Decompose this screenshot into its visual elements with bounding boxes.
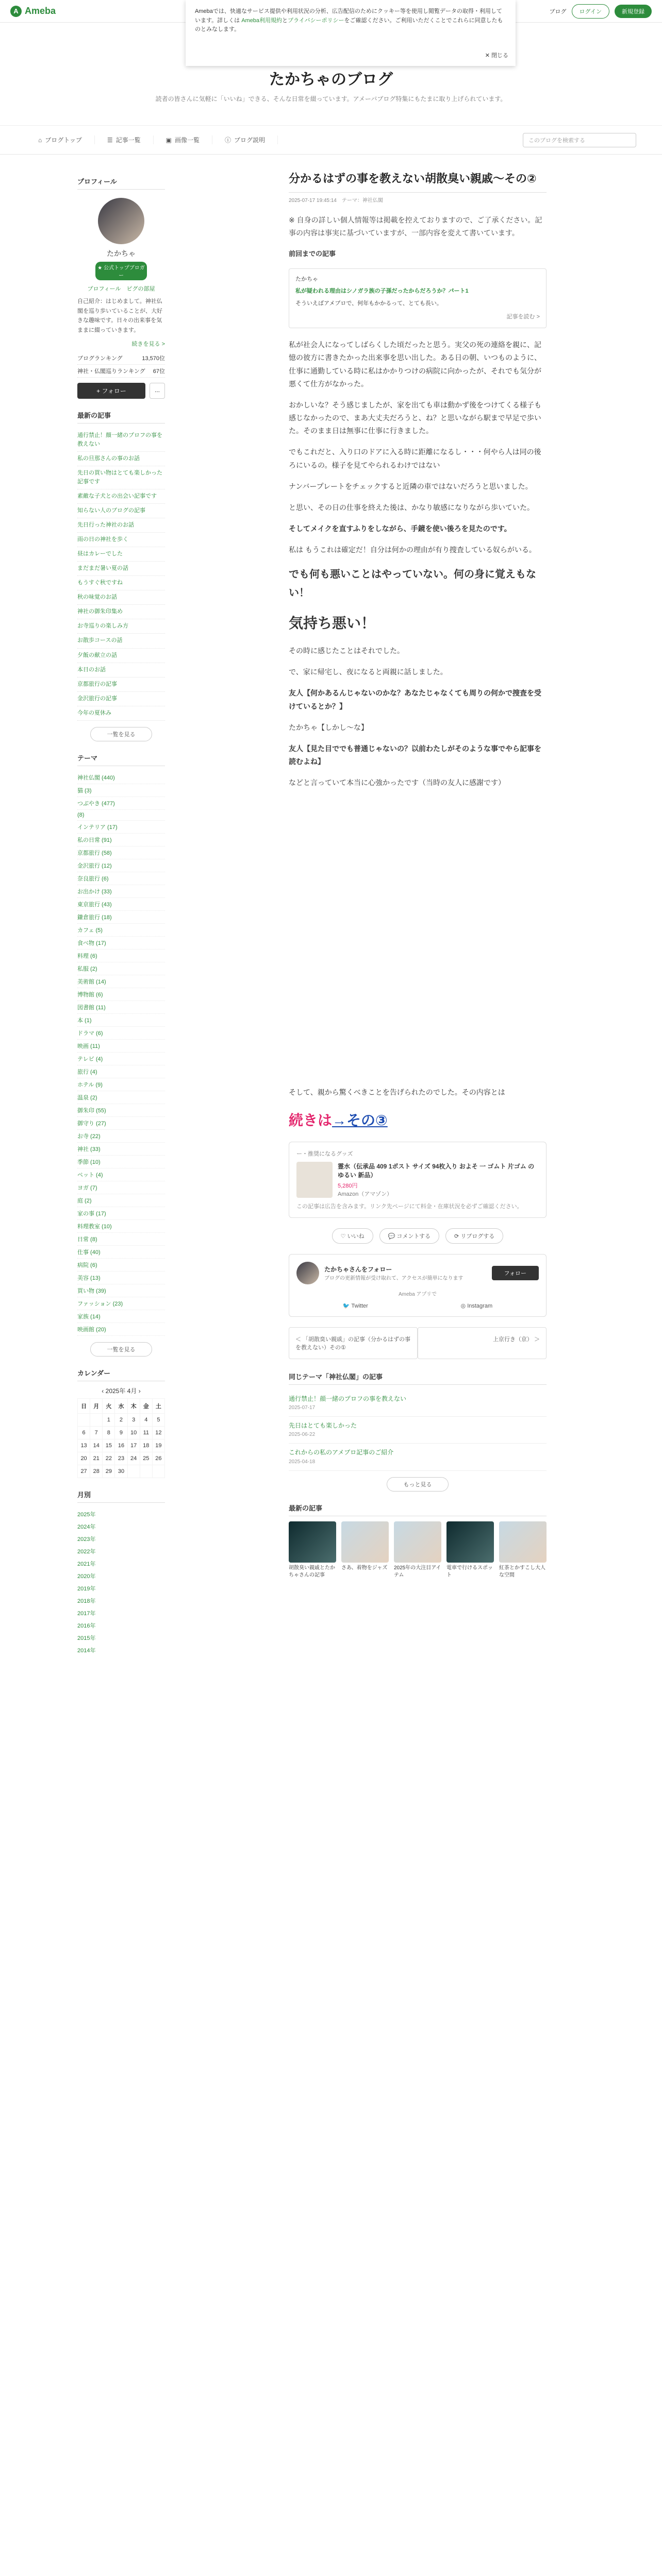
calendar-day[interactable]: 1	[103, 1413, 115, 1426]
product-image	[296, 1162, 333, 1198]
embed-more-link[interactable]: 記事を読む >	[506, 313, 540, 320]
theme-item[interactable]: ドラマ (6)	[77, 1027, 165, 1040]
archive-year[interactable]: 2025年	[77, 1511, 96, 1518]
product-name: 霊水（伝承品 409 1ポスト サイズ 94枚入り およそ 一 ゴムト 片ゴム の ゆるい 新品）	[338, 1163, 541, 1179]
popular-title: 2025年の大注目アイテム	[394, 1565, 441, 1578]
latest-item[interactable]: 金沢旅行の記事	[77, 692, 165, 706]
blog-navbar	[0, 126, 662, 155]
twitter-link[interactable]	[343, 1302, 368, 1309]
calendar-day[interactable]: 12	[152, 1426, 164, 1439]
stat-value: 13,570位	[142, 355, 165, 362]
latest-item[interactable]: 私の旦那さんの事のお話	[77, 452, 165, 466]
article-actions	[289, 1228, 547, 1244]
reblog-button[interactable]	[445, 1228, 503, 1244]
theme-item[interactable]: 食べ物 (17)	[77, 937, 165, 950]
signup-button[interactable]: 新規登録	[615, 5, 652, 18]
article-paragraph: でも何も悪いことはやっていない。何の身に覚えもない！	[289, 568, 536, 599]
theme-item[interactable]: ファッション (23)	[77, 1297, 165, 1310]
latest-item[interactable]: もうすぐ秋ですね	[77, 576, 165, 590]
latest-item[interactable]: 素敵な子犬との出会い記事です	[77, 489, 165, 504]
theme-item[interactable]: お寺 (22)	[77, 1130, 165, 1143]
archive-year[interactable]: 2014年	[77, 1647, 96, 1654]
calendar	[77, 1398, 165, 1478]
profile-links[interactable]: プロフィール ピグの部屋	[87, 286, 155, 292]
article-paragraph: おかしいな？そう感じましたが、家を出ても車は動かず後をつけてくる様子も感じなかったので、まあ大丈夫だろうと、ね？と思いながら駅まで早足で歩いた。そのまま日は無事に仕事に行きました。	[289, 400, 541, 435]
follow-sub: ブログの更新情報が受け取れて、アクセスが簡単になります	[324, 1276, 464, 1282]
popular-item[interactable]	[289, 1521, 336, 1579]
calendar-month-label: 2025年 4月	[105, 1387, 137, 1395]
prev-article-link[interactable]: ＜ 「胡散臭い親戚」の記事（分かるはずの事を教えない）その①	[289, 1327, 418, 1359]
theme-item[interactable]: つぶやき (477)	[77, 797, 165, 810]
follow-controls	[77, 383, 165, 399]
popular-thumbnail	[341, 1521, 389, 1563]
recent-item[interactable]	[289, 1417, 547, 1444]
theme-item[interactable]: 家の事 (17)	[77, 1207, 165, 1220]
calendar-day-header: 金	[140, 1398, 152, 1413]
theme-item[interactable]: 御守り (27)	[77, 1117, 165, 1130]
calendar-day[interactable]: 27	[78, 1465, 90, 1478]
calendar-day[interactable]: 9	[115, 1426, 127, 1439]
popular-heading: 最新の記事	[289, 1503, 547, 1516]
calendar-day[interactable]: 4	[140, 1413, 152, 1426]
article-paragraph: そしてメイクを直すふりをしながら、手鏡を使い後ろを見たのです。	[289, 524, 511, 533]
calendar-day-header: 火	[103, 1398, 115, 1413]
latest-item[interactable]: 昼はカレーでした	[77, 547, 165, 562]
embed-text: そういえばアメブロで、何年もかかるって、とても長い。	[295, 300, 442, 307]
archive-year[interactable]: 2018年	[77, 1598, 96, 1604]
popular-item[interactable]	[446, 1521, 494, 1579]
comment-icon: 💬	[388, 1233, 397, 1240]
product-card[interactable]	[289, 1142, 547, 1218]
popular-title: 胡散臭い親戚とたかちゃさんの記事	[289, 1565, 335, 1578]
cookie-tail: をご確認ください。ご利用いただくことでこれらに同意したものとみなします。	[195, 17, 503, 33]
theme-item[interactable]: カフェ (5)	[77, 924, 165, 937]
theme-item[interactable]: 病院 (6)	[77, 1259, 165, 1272]
theme-item[interactable]: 博物館 (6)	[77, 988, 165, 1001]
stat-label: ブログランキング	[77, 355, 123, 362]
calendar-day[interactable]: 5	[152, 1413, 164, 1426]
more-menu-button[interactable]: ...	[150, 383, 165, 399]
calendar-day[interactable]: 18	[140, 1439, 152, 1452]
archive-year[interactable]: 2024年	[77, 1523, 96, 1530]
theme-item[interactable]: 奈良旅行 (6)	[77, 872, 165, 885]
theme-item[interactable]: お出かけ (33)	[77, 885, 165, 898]
theme-more-button[interactable]: 一覧を見る	[90, 1342, 152, 1357]
article-paragraph: 友人【見た目ででも普通じゃないの？以前わたしがそのような事でやら記事を読むよね】	[289, 744, 541, 766]
theme-item[interactable]: 映画館 (20)	[77, 1323, 165, 1336]
theme-item[interactable]: 神社仏閣 (440)	[77, 771, 165, 784]
calendar-day[interactable]: 22	[103, 1452, 115, 1465]
instagram-icon: ◎	[460, 1303, 468, 1310]
theme-item[interactable]: 東京旅行 (43)	[77, 898, 165, 911]
instagram-link[interactable]	[461, 1302, 493, 1309]
calendar-day[interactable]: 3	[127, 1413, 140, 1426]
popular-item[interactable]	[341, 1521, 389, 1579]
like-label: いいね	[347, 1233, 365, 1240]
calendar-day[interactable]: 19	[152, 1439, 164, 1452]
recent-date: 2025-04-18	[289, 1459, 316, 1465]
recent-item[interactable]	[289, 1390, 547, 1417]
close-label: 閉じる	[491, 53, 508, 59]
follow-box-button[interactable]: フォロー	[492, 1266, 539, 1280]
reblog-icon: ⟳	[454, 1233, 461, 1240]
recent-title: これからの私のアメブロ記事のご紹介	[289, 1449, 394, 1456]
article-paragraph: 友人【何かあるんじゃないのかな？あなたじゃなくても周りの何かで捜査を受けているとか？】	[289, 689, 541, 710]
calendar-day-header: 日	[78, 1398, 90, 1413]
theme-item[interactable]: 猫 (3)	[77, 784, 165, 797]
prev-next-links	[289, 1327, 547, 1359]
stat-row[interactable]	[77, 365, 165, 378]
theme-item[interactable]: 鎌倉旅行 (18)	[77, 911, 165, 924]
comment-button[interactable]	[379, 1228, 439, 1244]
theme-item[interactable]: 買い物 (39)	[77, 1284, 165, 1297]
popular-item[interactable]	[499, 1521, 547, 1579]
theme-item[interactable]: (8)	[77, 810, 165, 821]
popular-item[interactable]	[394, 1521, 441, 1579]
calendar-day	[152, 1465, 164, 1478]
top-bar	[0, 0, 662, 59]
theme-item[interactable]: 神社 (33)	[77, 1143, 165, 1156]
popular-title: さあ、着物をジャズ	[341, 1565, 388, 1571]
follow-button[interactable]: + フォロー	[77, 383, 145, 399]
like-button[interactable]	[332, 1228, 373, 1244]
latest-item[interactable]: 通行禁止！顔一緒のプロフの事を教えない	[77, 429, 165, 452]
archive-year[interactable]: 2019年	[77, 1585, 96, 1592]
recent-more-button[interactable]: もっと見る	[387, 1477, 449, 1492]
popular-thumbnail	[289, 1521, 336, 1563]
calendar-day[interactable]: 20	[78, 1452, 90, 1465]
latest-more-button[interactable]: 一覧を見る	[90, 727, 152, 741]
embed-user: たかちゃ	[295, 276, 318, 282]
blog-title[interactable]: たかちゃのブログ	[269, 71, 393, 88]
latest-item[interactable]: まだまだ暑い夏の話	[77, 562, 165, 576]
image-icon: ▣	[166, 136, 172, 144]
recent-heading: 同じテーマ「神社仏閣」の記事	[289, 1371, 547, 1385]
follow-app-label: Ameba アプリで	[398, 1292, 437, 1298]
nav-image-list[interactable]	[154, 135, 212, 144]
heart-icon: ♡	[340, 1233, 347, 1240]
calendar-day[interactable]: 15	[103, 1439, 115, 1452]
archive-year[interactable]: 2022年	[77, 1548, 96, 1555]
avatar[interactable]	[98, 198, 144, 244]
twitter-icon: 🐦	[342, 1303, 352, 1310]
archive-year[interactable]: 2016年	[77, 1622, 96, 1629]
embed-title: 私が疑われる理由はシノガラ族の子孫だったからだろうか？パート1	[295, 288, 469, 295]
profile-name[interactable]: たかちゃ	[107, 249, 136, 258]
article-title: 分かるはずの事を教えない胡散臭い親戚～その②	[289, 170, 547, 193]
embed-label: 前回までの記事	[289, 250, 336, 258]
latest-item[interactable]: 知らない人のブログの記事	[77, 504, 165, 518]
calendar-day[interactable]: 16	[115, 1439, 127, 1452]
theme-item[interactable]: 季節 (10)	[77, 1156, 165, 1168]
theme-item[interactable]: インテリア (17)	[77, 821, 165, 834]
embedded-article-card[interactable]	[289, 268, 547, 328]
theme-item[interactable]: 御朱印 (55)	[77, 1104, 165, 1117]
info-icon: ⓘ	[225, 137, 231, 144]
article-paragraph: その時に感じたことはそれでした。	[289, 646, 404, 655]
popular-thumbnail	[499, 1521, 547, 1563]
article-paragraph: でもこれだと、入り口のドアに入る時に距離になるし・・・何やら人は同の後ろにいるの。様子を見てやられるわけではない	[289, 448, 541, 469]
article-paragraph: 私は もうこれは確定だ！自分は何かの理由が有り捜査している奴らがいる。	[289, 546, 536, 554]
calendar-day	[140, 1465, 152, 1478]
continue-label: 続きは	[289, 1112, 333, 1128]
twitter-label: Twitter	[351, 1303, 368, 1310]
calendar-day-header: 水	[115, 1398, 127, 1413]
theme-item[interactable]: 美術館 (14)	[77, 975, 165, 988]
calendar-day-header: 木	[127, 1398, 140, 1413]
calendar-day[interactable]: 17	[127, 1439, 140, 1452]
theme-item[interactable]: 家族 (14)	[77, 1310, 165, 1323]
spacer	[289, 798, 547, 1086]
product-head-label: ー・推奨になるグッズ	[296, 1151, 353, 1158]
theme-item[interactable]: 私服 (2)	[77, 962, 165, 975]
recent-title: 先日はとても楽しかった	[289, 1422, 357, 1430]
latest-item[interactable]: お寺巡りの楽しみ方	[77, 619, 165, 634]
latest-list	[77, 429, 165, 721]
theme-item[interactable]: ペット (4)	[77, 1168, 165, 1181]
product-shop: Amazon（アマゾン）	[338, 1191, 393, 1198]
calendar-day[interactable]: 6	[78, 1426, 90, 1439]
privacy-link[interactable]: プライバシーポリシー	[288, 17, 344, 24]
archive-year[interactable]: 2023年	[77, 1536, 96, 1543]
nav-label: ブログ説明	[234, 137, 266, 144]
follow-box	[289, 1254, 547, 1317]
terms-link[interactable]: Ameba利用規約	[241, 17, 283, 24]
latest-item[interactable]: 雨の日の神社を歩く	[77, 533, 165, 547]
article-meta: 2025-07-17 19:45:14 テーマ：神社仏閣	[289, 198, 383, 204]
theme-item[interactable]: 本 (1)	[77, 1014, 165, 1027]
list-icon: ☰	[107, 136, 113, 144]
theme-item[interactable]: 美容 (13)	[77, 1272, 165, 1284]
nav-blog-top[interactable]	[26, 135, 95, 144]
theme-item[interactable]: 庭 (2)	[77, 1194, 165, 1207]
next-article-link[interactable]: 上京行き（京） ＞	[418, 1327, 547, 1359]
calendar-day[interactable]: 10	[127, 1426, 140, 1439]
popular-thumbnail	[394, 1521, 441, 1563]
calendar-day[interactable]: 7	[90, 1426, 103, 1439]
latest-item[interactable]: 神社の御朱印集め	[77, 605, 165, 619]
calendar-day[interactable]: 8	[103, 1426, 115, 1439]
nav-label: 画像一覧	[175, 137, 200, 144]
sidebar	[0, 155, 175, 1656]
stat-row[interactable]	[77, 352, 165, 365]
theme-item[interactable]: 仕事 (40)	[77, 1246, 165, 1259]
official-badge: ★ 公式トップブロガー	[95, 262, 147, 280]
latest-item[interactable]: 京都旅行の記事	[77, 677, 165, 692]
recent-list	[289, 1390, 547, 1471]
nav-label: ブログトップ	[45, 137, 82, 144]
follow-avatar	[296, 1262, 319, 1284]
calendar-day[interactable]: 25	[140, 1452, 152, 1465]
article-body	[289, 214, 547, 1579]
home-icon: ⌂	[38, 136, 42, 144]
cookie-close-button[interactable]: ✕ 閉じる	[485, 53, 508, 59]
profile-heading: プロフィール	[77, 176, 165, 190]
blog-description: 読者の皆さんに気軽に「いいね」できる、そんな日常を綴っています。アメーバブログ特集にもたまに取り上げられています。	[155, 95, 507, 103]
calendar-day-header: 月	[90, 1398, 103, 1413]
latest-item[interactable]: 秋の味覚のお話	[77, 590, 165, 605]
archive-list	[77, 1508, 165, 1656]
calendar-heading: カレンダー	[77, 1368, 165, 1381]
cookie-mid: と	[282, 17, 288, 24]
recent-title: 通行禁止！顔一緒のプロフの事を教えない	[289, 1395, 407, 1403]
theme-item[interactable]: 旅行 (4)	[77, 1065, 165, 1078]
blog-search-input[interactable]: このブログを検索する	[523, 133, 636, 147]
stat-value: 67位	[153, 368, 165, 375]
article-paragraph: ナンバープレートをチェックすると近隣の車ではないだろうと思いました。	[289, 482, 533, 490]
calendar-day-header: 土	[152, 1398, 164, 1413]
profile-more-link[interactable]: 続きを見る >	[131, 341, 165, 347]
instagram-label: Instagram	[467, 1303, 493, 1310]
archive-year[interactable]: 2020年	[77, 1573, 96, 1580]
calendar-day[interactable]: 26	[152, 1452, 164, 1465]
latest-item[interactable]: 先日行った神社のお話	[77, 518, 165, 533]
theme-item[interactable]: 温泉 (2)	[77, 1091, 165, 1104]
theme-heading: テーマ	[77, 753, 165, 766]
theme-item[interactable]: 私の日常 (91)	[77, 834, 165, 846]
theme-item[interactable]: 料理教室 (10)	[77, 1220, 165, 1233]
popular-title: 電車で行けるスポット	[446, 1565, 493, 1578]
cookie-banner	[186, 0, 516, 66]
theme-item[interactable]: 図書館 (11)	[77, 1001, 165, 1014]
follow-title: たかちゃさんをフォロー	[324, 1266, 392, 1274]
archive-year[interactable]: 2021年	[77, 1561, 96, 1567]
stat-label: 神社・仏閣巡りランキング	[77, 368, 145, 375]
login-button[interactable]: ログイン	[572, 4, 609, 19]
recent-date: 2025-06-22	[289, 1432, 316, 1438]
popular-grid	[289, 1521, 547, 1579]
comment-label: コメントする	[396, 1233, 431, 1240]
recent-date: 2025-07-17	[289, 1405, 316, 1411]
recent-section	[289, 1371, 547, 1492]
calendar-day[interactable]: 2	[115, 1413, 127, 1426]
latest-item[interactable]: 今年の夏休み	[77, 706, 165, 721]
theme-item[interactable]: 京都旅行 (58)	[77, 846, 165, 859]
article-paragraph: そして、親から驚くべきことを告げられたのでした。その内容とは	[289, 1088, 505, 1097]
theme-item[interactable]: テレビ (4)	[77, 1053, 165, 1065]
latest-item[interactable]: お散歩コースの話	[77, 634, 165, 648]
ameba-logo[interactable]	[10, 6, 56, 17]
calendar-day[interactable]: 11	[140, 1426, 152, 1439]
theme-item[interactable]: 金沢旅行 (12)	[77, 859, 165, 872]
calendar-day[interactable]: 24	[127, 1452, 140, 1465]
recent-item[interactable]	[289, 1444, 547, 1470]
latest-heading: 最新の記事	[77, 410, 165, 423]
theme-item[interactable]: 料理 (6)	[77, 950, 165, 962]
archive-heading: 月別	[77, 1489, 165, 1503]
latest-item[interactable]: 本日のお話	[77, 663, 165, 677]
calendar-month: ‹ 2025年 4月 ›	[102, 1387, 141, 1395]
popular-title: 紅茶とかすこし大人な空間	[499, 1565, 545, 1578]
nav-article-list[interactable]	[95, 135, 154, 144]
theme-list	[77, 771, 165, 1336]
nav-blog-desc[interactable]	[212, 135, 278, 144]
theme-item[interactable]: ヨガ (7)	[77, 1181, 165, 1194]
article-paragraph: などと言っていて本当に心強かったです（当時の友人に感謝です）	[289, 778, 505, 787]
calendar-day[interactable]: 13	[78, 1439, 90, 1452]
theme-item[interactable]: ホテル (9)	[77, 1078, 165, 1091]
popular-thumbnail	[446, 1521, 494, 1563]
brand-name: Ameba	[25, 6, 56, 16]
calendar-day	[78, 1413, 90, 1426]
reblog-label: リブログする	[460, 1233, 495, 1240]
article-paragraph: で、家に帰宅し、夜になると両親に話しました。	[289, 668, 448, 676]
article-main	[175, 155, 547, 1656]
product-note: この記事は広告を含みます。リンク先ページにて料金・在庫状況を必ずご確認ください。	[296, 1204, 523, 1210]
latest-item[interactable]: 夕飯の献立の話	[77, 649, 165, 663]
article-paragraph: たかちゃ【しかし～な】	[289, 723, 368, 732]
calendar-day[interactable]: 23	[115, 1452, 127, 1465]
article-paragraph: 私が社会人になってしばらくした頃だったと思う。実父の死の連絡を親に、記憶の彼方に書きたかった出来事を思い出した。ある日の朝、いつものように、仕事に通勤している時に私はかかりつけの病院に向かったが、それでも気分が悪くて仕方がなかった。	[289, 341, 541, 388]
blog-link[interactable]: ブログ	[549, 8, 567, 15]
calendar-day[interactable]: 14	[90, 1439, 103, 1452]
calendar-day	[90, 1413, 103, 1426]
article-note: ※ 自身の詳しい個人情報等は掲載を控えておりますので、ご了承ください。記事の内容は事実に基づいていますが、一部内容を変えて書いています。	[289, 216, 542, 238]
calendar-day[interactable]: 21	[90, 1452, 103, 1465]
ameba-icon: A	[10, 6, 22, 17]
article-paragraph: と思い、その日の仕事を終えた後は、かなり敏感になりながら歩いていた。	[289, 503, 534, 512]
theme-item[interactable]: 日常 (8)	[77, 1233, 165, 1246]
theme-item[interactable]: 映画 (11)	[77, 1040, 165, 1053]
latest-item[interactable]: 先日の買い物はとても楽しかった記事です	[77, 466, 165, 489]
calendar-day[interactable]: 29	[103, 1465, 115, 1478]
calendar-day[interactable]: 28	[90, 1465, 103, 1478]
nav-label: 記事一覧	[115, 137, 141, 144]
product-price: 5,280円	[338, 1183, 358, 1190]
calendar-day	[127, 1465, 140, 1478]
archive-year[interactable]: 2017年	[77, 1610, 96, 1617]
continue-link[interactable]: →その③	[332, 1112, 388, 1128]
profile-text: 自己紹介：はじめまして。神社仏閣を巡り歩いていることが、大好きな趣味です。日々の出来事を気ままに綴っていきます。	[77, 298, 162, 334]
cookie-text: Amebaでは、快適なサービス提供や利用状況の分析、広告配信のためにクッキー等を使用し閲覧データの取得・利用しています。詳しくは	[195, 8, 502, 24]
archive-year[interactable]: 2015年	[77, 1635, 96, 1641]
article-paragraph: 気持ち悪い！	[289, 615, 376, 631]
calendar-day[interactable]: 30	[115, 1465, 127, 1478]
